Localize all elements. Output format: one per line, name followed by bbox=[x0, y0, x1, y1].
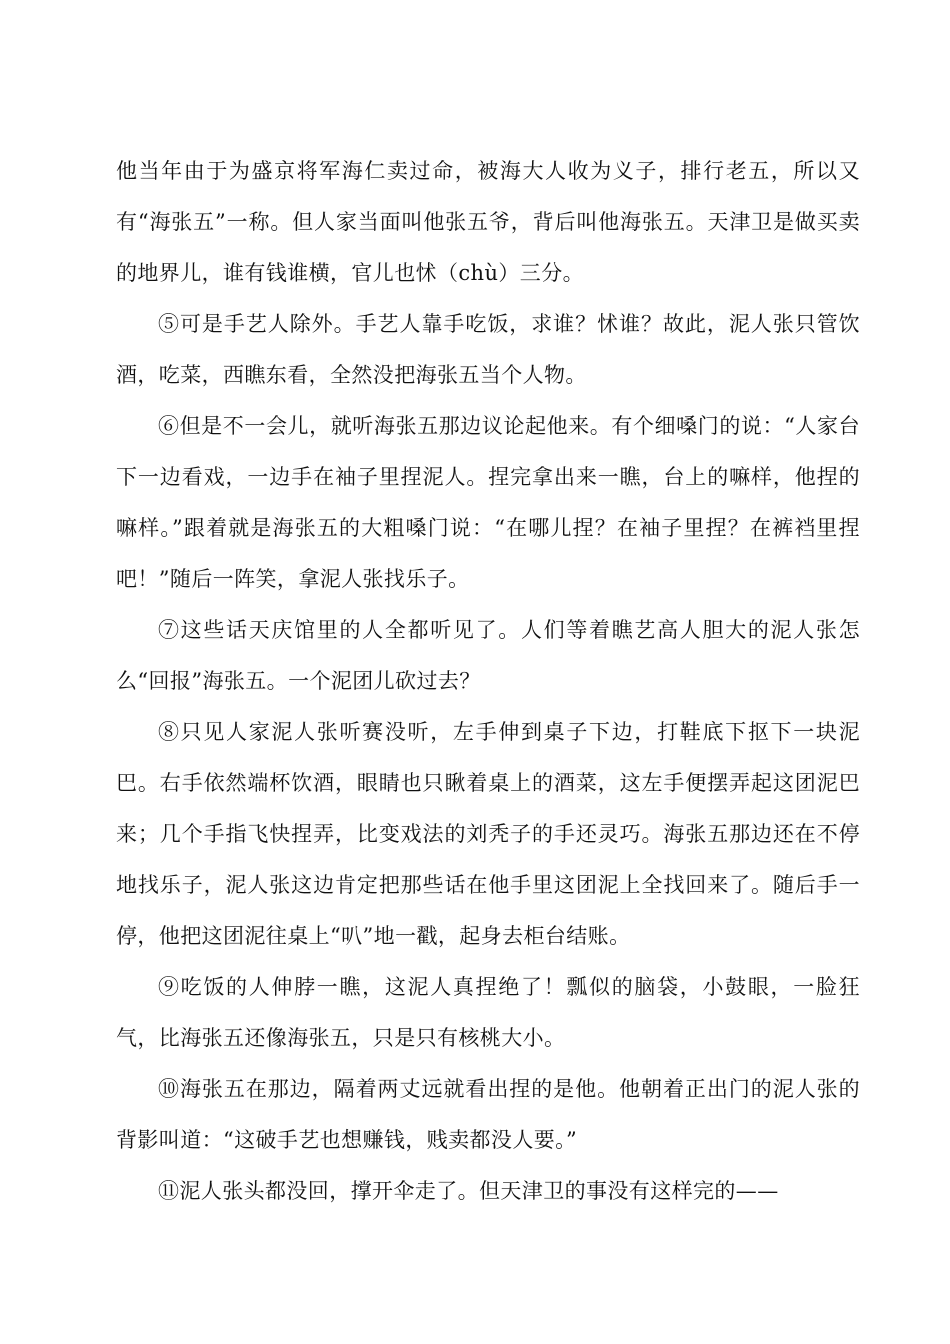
paragraph-6: ⑥但是不一会儿，就听海张五那边议论起他来。有个细嗓门的说：“人家台下一边看戏，一边手在袖子里捏泥人。捏完拿出来一瞧，台上的嘛样，他捏的嘛样。”跟着就是海张五的大粗嗓门说：“在哪儿捏？在袖子里捏？在裤裆里捏吧！”随后一阵笑，拿泥人张找乐子。 bbox=[116, 414, 860, 591]
article-body bbox=[116, 146, 860, 1217]
paragraph-11: ⑪泥人张头都没回，撑开伞走了。但天津卫的事没有这样完的—— bbox=[158, 1179, 779, 1203]
paragraph-8: ⑧只见人家泥人张听赛没听，左手伸到桌子下边，打鞋底下抠下一块泥巴。右手依然端杯饮酒，眼睛也只瞅着桌上的酒菜，这左手便摆弄起这团泥巴来；几个手指飞快捏弄，比变戏法的刘秃子的手还灵巧。海张五那边还在不停地找乐子，泥人张这边肯定把那些话在他手里这团泥上全找回来了。随后手一停，他把这团泥往桌上“叭”地一戳，起身去柜台结账。 bbox=[116, 720, 860, 948]
paragraph-7: ⑦这些话天庆馆里的人全都听见了。人们等着瞧艺高人胆大的泥人张怎么“回报”海张五。一个泥团儿砍过去？ bbox=[116, 618, 860, 693]
paragraph-4-continued: 他当年由于为盛京将军海仁卖过命，被海大人收为义子，排行老五，所以又有“海张五”一称。但人家当面叫他张五爷，背后叫他海张五。天津卫是做买卖的地界儿，谁有钱谁横，官儿也怵（chù）三分。 bbox=[116, 159, 860, 285]
paragraph-5: ⑤可是手艺人除外。手艺人靠手吃饭，求谁？怵谁？故此，泥人张只管饮酒，吃菜，西瞧东看，全然没把海张五当个人物。 bbox=[116, 312, 860, 387]
paragraph-9: ⑨吃饭的人伸脖一瞧，这泥人真捏绝了！瓢似的脑袋，小鼓眼，一脸狂气，比海张五还像海张五，只是只有核桃大小。 bbox=[116, 975, 860, 1050]
paragraph-10: ⑩海张五在那边，隔着两丈远就看出捏的是他。他朝着正出门的泥人张的背影叫道：“这破手艺也想赚钱，贱卖都没人要。” bbox=[116, 1077, 860, 1152]
